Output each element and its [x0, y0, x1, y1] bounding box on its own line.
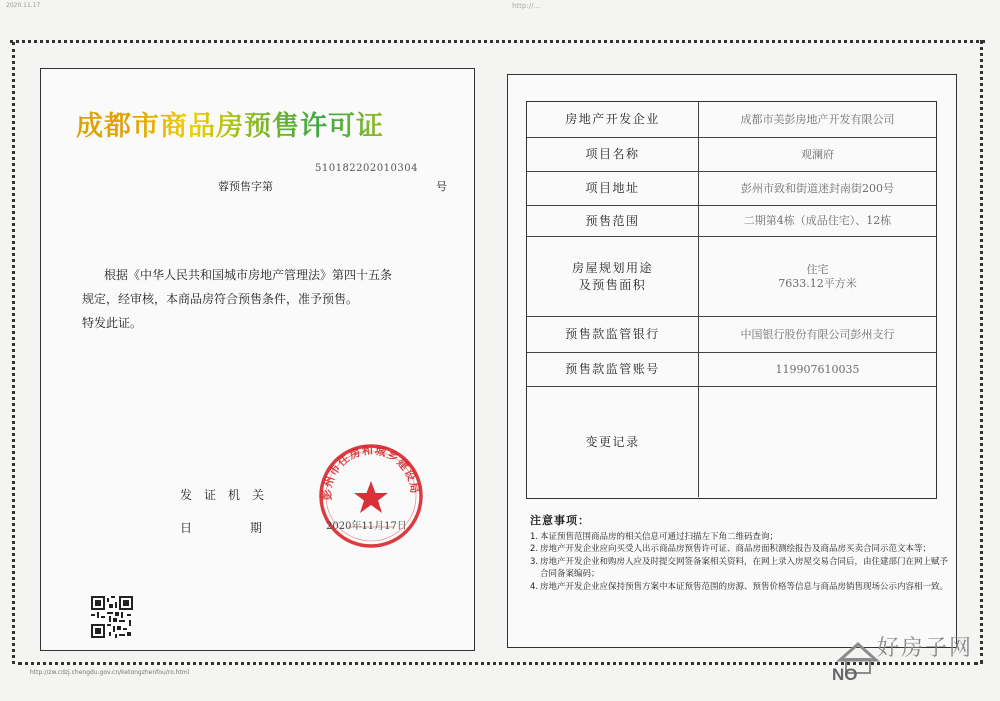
- table-row: [527, 138, 936, 172]
- note-item: 4. 房地产开发企业应保持预售方案中本证预售范围的房源、预售价格等信息与商品房销售现场公示内容相一致。: [530, 581, 949, 592]
- row-value: 119907610035: [775, 362, 860, 376]
- row-value: 成都市美彭房地产开发有限公司: [740, 112, 895, 126]
- row-value: 观澜府: [801, 147, 834, 161]
- body-line: 特发此证。: [82, 316, 143, 330]
- body-line: 根据《中华人民共和国城市房地产管理法》第四十五条: [104, 268, 393, 282]
- row-label: 变更记录: [527, 387, 699, 497]
- watermark-text: 好房子网: [877, 636, 974, 661]
- certificate-left-panel: [40, 68, 475, 651]
- table-row: [527, 353, 936, 387]
- table-row: [527, 206, 936, 237]
- row-value: [699, 387, 936, 497]
- issue-date: 2020年11月17日: [326, 521, 407, 532]
- row-value: 中国银行股份有限公司彭州支行: [740, 327, 895, 341]
- date-label: 日: [180, 521, 193, 535]
- table-row: [527, 102, 936, 138]
- dotted-border-right: [980, 40, 983, 664]
- row-label: 预售范围: [527, 206, 699, 236]
- qr-code-icon[interactable]: [91, 596, 133, 638]
- notes-section: [530, 515, 950, 593]
- seal-text: 彭州市住房和城乡建设局: [320, 443, 422, 501]
- dotted-border-left: [12, 42, 15, 664]
- table-row: [527, 172, 936, 206]
- permit-number: 510182202010304: [315, 163, 418, 174]
- watermark-prefix: NO: [832, 665, 858, 684]
- project-info-table: [526, 101, 937, 499]
- body-line: 规定，经审核，本商品房符合预售条件，准予预售。: [82, 292, 359, 306]
- row-value: 二期第4栋（成品住宅）、12栋: [743, 214, 892, 227]
- permit-prefix: 蓉预售字第: [218, 180, 273, 193]
- certificate-title: 成都市商品房预售许可证: [76, 104, 456, 143]
- row-value: 住宅 7633.12平方米: [778, 262, 857, 290]
- row-value: 彭州市致和街道迷封南街200号: [741, 181, 894, 195]
- table-row: [527, 387, 936, 497]
- issuer-label: 发证机关: [180, 488, 277, 502]
- note-item: 1. 本证预售范围商品房的相关信息可通过扫描左下角二维码查询；: [530, 531, 779, 542]
- table-row: [527, 237, 936, 317]
- row-label: 项目名称: [527, 138, 699, 171]
- certificate-body: [82, 263, 447, 335]
- row-label: 房屋规划用途 及预售面积: [527, 237, 699, 316]
- permit-suffix: 号: [436, 180, 447, 193]
- note-item: 3. 房地产开发企业和购房人应及时提交网签备案相关资料，在网上录入房屋交易合同后，由住建部门在网上赋予合同备案编码；: [530, 556, 949, 579]
- row-label: 预售款监管银行: [527, 317, 699, 352]
- table-row: [527, 317, 936, 353]
- scan-header-mark: http://...: [512, 2, 541, 10]
- scan-timestamp: 2020.11.17: [6, 2, 41, 9]
- row-label: 预售款监管账号: [527, 353, 699, 386]
- note-item: 2. 房地产开发企业应向买受人出示商品房预售许可证、商品房面积测绘报告及商品房买卖合同示范文本等；: [530, 544, 932, 554]
- notes-title: 注意事项：: [530, 514, 590, 527]
- row-label: 房地产开发企业: [527, 102, 699, 137]
- date-label: 期: [250, 521, 263, 535]
- row-label: 项目地址: [527, 172, 699, 205]
- scan-footer-url: http://zw.cdzj.chengdu.gov.cn/ketongzhenfou/ro.html: [30, 669, 190, 676]
- dotted-border-top: [10, 40, 985, 43]
- official-seal-icon: [318, 443, 424, 549]
